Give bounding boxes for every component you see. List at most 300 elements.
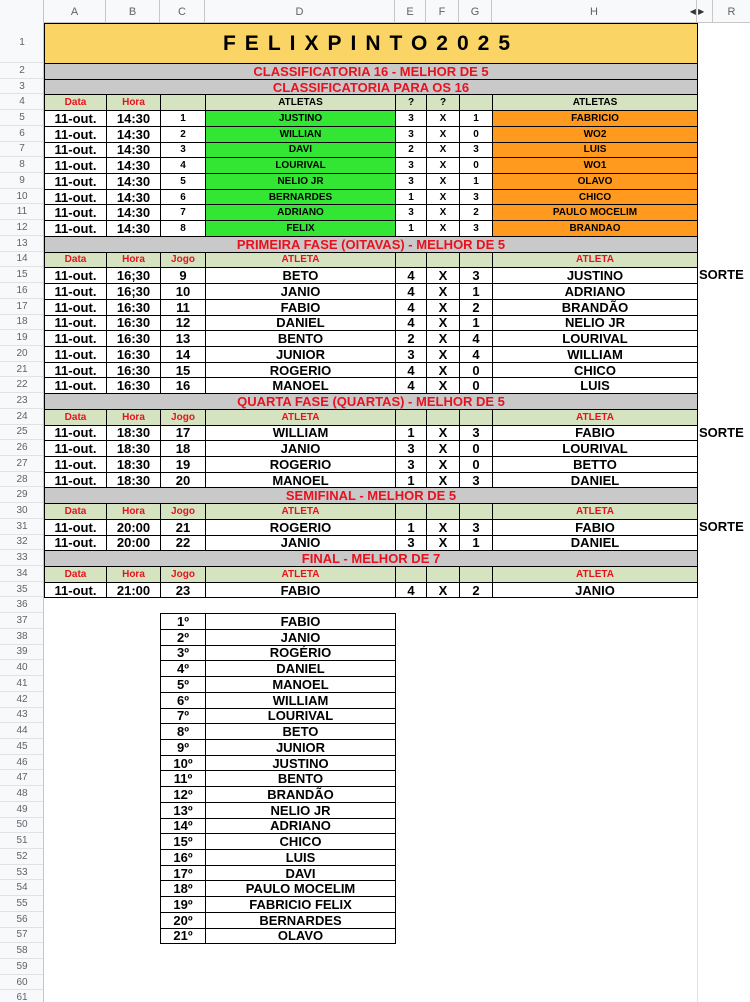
header-blank[interactable] (459, 409, 493, 426)
match-time[interactable]: 16:30 (106, 346, 161, 363)
header-hora[interactable]: Hora (106, 94, 161, 111)
header-blank[interactable] (395, 409, 427, 426)
match-date[interactable]: 11-out. (44, 346, 107, 363)
match-time[interactable]: 14:30 (106, 142, 161, 159)
match-time[interactable]: 20:00 (106, 519, 161, 536)
player-b[interactable]: BRANDÃO (492, 299, 698, 316)
ranking-position[interactable]: 14º (160, 818, 206, 835)
score-a[interactable]: 1 (395, 189, 427, 206)
header-jogo[interactable]: Jogo (160, 503, 206, 520)
player-a[interactable]: ROGERIO (205, 456, 396, 473)
row-header[interactable]: 5 (0, 110, 44, 126)
player-b[interactable]: WO2 (492, 126, 698, 143)
player-b[interactable]: JUSTINO (492, 267, 698, 284)
row-header[interactable]: 9 (0, 173, 44, 189)
match-number[interactable]: 11 (160, 299, 206, 316)
score-b[interactable]: 0 (459, 456, 493, 473)
ranking-name[interactable]: ROGÉRIO (205, 645, 396, 662)
versus-x[interactable]: X (426, 519, 460, 536)
score-a[interactable]: 2 (395, 330, 427, 347)
section-title-oitavas[interactable]: PRIMEIRA FASE (OITAVAS) - MELHOR DE 5 (44, 236, 698, 253)
score-b[interactable]: 3 (459, 220, 493, 237)
versus-x[interactable]: X (426, 456, 460, 473)
player-a[interactable]: FABIO (205, 582, 396, 599)
row-header[interactable]: 42 (0, 692, 44, 708)
player-b[interactable]: WO1 (492, 157, 698, 174)
header-atleta[interactable]: ATLETA (205, 409, 396, 426)
versus-x[interactable]: X (426, 110, 460, 127)
player-b[interactable]: FABRICIO (492, 110, 698, 127)
ranking-position[interactable]: 13º (160, 802, 206, 819)
versus-x[interactable]: X (426, 157, 460, 174)
header-blank[interactable] (459, 252, 493, 269)
score-b[interactable]: 4 (459, 330, 493, 347)
ranking-name[interactable]: OLAVO (205, 928, 396, 945)
player-a[interactable]: FELIX (205, 220, 396, 237)
player-a[interactable]: BERNARDES (205, 189, 396, 206)
row-header[interactable]: 8 (0, 157, 44, 173)
match-date[interactable]: 11-out. (44, 204, 107, 221)
row-header[interactable]: 4 (0, 94, 44, 110)
ranking-position[interactable]: 17º (160, 865, 206, 882)
match-time[interactable]: 14:30 (106, 110, 161, 127)
match-date[interactable]: 11-out. (44, 126, 107, 143)
score-a[interactable]: 4 (395, 299, 427, 316)
score-a[interactable]: 3 (395, 126, 427, 143)
match-time[interactable]: 14:30 (106, 157, 161, 174)
match-date[interactable]: 11-out. (44, 440, 107, 457)
ranking-name[interactable]: LUIS (205, 849, 396, 866)
match-time[interactable]: 14:30 (106, 189, 161, 206)
match-time[interactable]: 21:00 (106, 582, 161, 599)
row-header[interactable]: 46 (0, 755, 44, 771)
player-a[interactable]: JANIO (205, 440, 396, 457)
player-b[interactable]: DANIEL (492, 535, 698, 552)
match-date[interactable]: 11-out. (44, 267, 107, 284)
player-a[interactable]: JANIO (205, 535, 396, 552)
ranking-position[interactable]: 12º (160, 786, 206, 803)
row-header[interactable]: 10 (0, 189, 44, 205)
ranking-name[interactable]: CHICO (205, 833, 396, 850)
player-b[interactable]: LUIS (492, 377, 698, 394)
row-header[interactable]: 35 (0, 582, 44, 598)
row-header[interactable]: 22 (0, 377, 44, 393)
row-header[interactable]: 51 (0, 833, 44, 849)
header-data[interactable]: Data (44, 252, 107, 269)
section-title-semifinal[interactable]: SEMIFINAL - MELHOR DE 5 (44, 487, 698, 504)
ranking-name[interactable]: PAULO MOCELIM (205, 880, 396, 897)
versus-x[interactable]: X (426, 189, 460, 206)
column-header-c[interactable]: C (160, 0, 205, 23)
ranking-name[interactable]: MANOEL (205, 676, 396, 693)
versus-x[interactable]: X (426, 142, 460, 159)
header-blank[interactable] (395, 252, 427, 269)
versus-x[interactable]: X (426, 126, 460, 143)
column-header-h[interactable]: H (492, 0, 697, 23)
row-header[interactable]: 31 (0, 519, 44, 535)
match-number[interactable]: 12 (160, 315, 206, 332)
ranking-position[interactable]: 2º (160, 629, 206, 646)
player-b[interactable]: CHICO (492, 362, 698, 379)
versus-x[interactable]: X (426, 330, 460, 347)
header-blank[interactable] (426, 252, 460, 269)
row-header[interactable]: 18 (0, 315, 44, 331)
row-header[interactable]: 59 (0, 959, 44, 975)
score-b[interactable]: 1 (459, 110, 493, 127)
match-number[interactable]: 6 (160, 189, 206, 206)
row-header[interactable]: 44 (0, 723, 44, 739)
versus-x[interactable]: X (426, 472, 460, 489)
match-time[interactable]: 14:30 (106, 126, 161, 143)
match-date[interactable]: 11-out. (44, 157, 107, 174)
score-b[interactable]: 0 (459, 126, 493, 143)
row-header[interactable]: 47 (0, 770, 44, 786)
score-a[interactable]: 3 (395, 456, 427, 473)
row-header[interactable]: 52 (0, 849, 44, 865)
row-header[interactable]: 57 (0, 928, 44, 944)
column-header-b[interactable]: B (106, 0, 160, 23)
match-number[interactable]: 17 (160, 425, 206, 442)
header-question[interactable]: ? (395, 94, 427, 111)
score-b[interactable]: 1 (459, 173, 493, 190)
sorteio-label[interactable]: SORTE (699, 424, 744, 440)
header-data[interactable]: Data (44, 566, 107, 583)
match-date[interactable]: 11-out. (44, 582, 107, 599)
match-number[interactable]: 4 (160, 157, 206, 174)
score-b[interactable]: 0 (459, 157, 493, 174)
ranking-position[interactable]: 16º (160, 849, 206, 866)
score-b[interactable]: 1 (459, 315, 493, 332)
match-date[interactable]: 11-out. (44, 472, 107, 489)
header-jogo[interactable]: Jogo (160, 409, 206, 426)
match-time[interactable]: 14:30 (106, 220, 161, 237)
player-a[interactable]: ROGERIO (205, 362, 396, 379)
row-header[interactable]: 21 (0, 362, 44, 378)
match-time[interactable]: 16:30 (106, 362, 161, 379)
match-number[interactable]: 3 (160, 142, 206, 159)
row-header[interactable]: 33 (0, 550, 44, 566)
column-header-e[interactable]: E (395, 0, 426, 23)
score-a[interactable]: 4 (395, 315, 427, 332)
row-header[interactable]: 43 (0, 708, 44, 724)
header-blank[interactable] (426, 503, 460, 520)
player-a[interactable]: JANIO (205, 283, 396, 300)
ranking-position[interactable]: 4º (160, 660, 206, 677)
header-atleta[interactable]: ATLETA (205, 503, 396, 520)
match-time[interactable]: 16:30 (106, 377, 161, 394)
score-b[interactable]: 3 (459, 519, 493, 536)
versus-x[interactable]: X (426, 267, 460, 284)
page-title[interactable]: FELIXPINTO2025 (44, 23, 698, 64)
ranking-name[interactable]: BERNARDES (205, 912, 396, 929)
match-date[interactable]: 11-out. (44, 173, 107, 190)
player-b[interactable]: LOURIVAL (492, 440, 698, 457)
player-a[interactable]: MANOEL (205, 472, 396, 489)
versus-x[interactable]: X (426, 535, 460, 552)
row-header[interactable]: 13 (0, 236, 44, 252)
ranking-position[interactable]: 6º (160, 692, 206, 709)
row-header[interactable]: 23 (0, 393, 44, 409)
ranking-position[interactable]: 1º (160, 613, 206, 630)
match-number[interactable]: 7 (160, 204, 206, 221)
versus-x[interactable]: X (426, 346, 460, 363)
ranking-name[interactable]: JUSTINO (205, 755, 396, 772)
player-a[interactable]: WILLIAM (205, 425, 396, 442)
score-a[interactable]: 4 (395, 377, 427, 394)
match-time[interactable]: 14:30 (106, 173, 161, 190)
ranking-position[interactable]: 7º (160, 708, 206, 725)
section-title-classificatoria-16[interactable]: CLASSIFICATORIA 16 - MELHOR DE 5 (44, 63, 698, 80)
score-a[interactable]: 1 (395, 519, 427, 536)
match-date[interactable]: 11-out. (44, 283, 107, 300)
match-date[interactable]: 11-out. (44, 535, 107, 552)
ranking-name[interactable]: JANIO (205, 629, 396, 646)
score-b[interactable]: 4 (459, 346, 493, 363)
row-header[interactable]: 36 (0, 597, 44, 613)
score-b[interactable]: 1 (459, 283, 493, 300)
row-header[interactable]: 3 (0, 79, 44, 95)
versus-x[interactable]: X (426, 425, 460, 442)
match-number[interactable]: 1 (160, 110, 206, 127)
row-header[interactable]: 30 (0, 503, 44, 519)
row-header[interactable]: 2 (0, 63, 44, 79)
score-a[interactable]: 1 (395, 425, 427, 442)
row-header[interactable]: 25 (0, 425, 44, 441)
player-a[interactable]: ADRIANO (205, 204, 396, 221)
row-header[interactable]: 45 (0, 739, 44, 755)
match-time[interactable]: 16:30 (106, 299, 161, 316)
row-header[interactable]: 11 (0, 204, 44, 220)
row-header[interactable]: 28 (0, 472, 44, 488)
row-header[interactable]: 61 (0, 990, 44, 1002)
versus-x[interactable]: X (426, 299, 460, 316)
header-atletas[interactable]: ATLETAS (205, 94, 396, 111)
ranking-position[interactable]: 15º (160, 833, 206, 850)
column-header-a[interactable]: A (44, 0, 106, 23)
ranking-name[interactable]: BETO (205, 723, 396, 740)
match-number[interactable]: 21 (160, 519, 206, 536)
player-a[interactable]: BETO (205, 267, 396, 284)
row-header[interactable]: 50 (0, 818, 44, 834)
row-header[interactable]: 48 (0, 786, 44, 802)
header-blank[interactable] (426, 566, 460, 583)
ranking-position[interactable]: 18º (160, 880, 206, 897)
ranking-position[interactable]: 9º (160, 739, 206, 756)
ranking-position[interactable]: 5º (160, 676, 206, 693)
header-atleta[interactable]: ATLETA (492, 566, 698, 583)
header-data[interactable]: Data (44, 94, 107, 111)
column-header-g[interactable]: G (459, 0, 492, 23)
player-b[interactable]: LOURIVAL (492, 330, 698, 347)
versus-x[interactable]: X (426, 582, 460, 599)
score-b[interactable]: 3 (459, 267, 493, 284)
ranking-name[interactable]: FABIO (205, 613, 396, 630)
row-header[interactable]: 16 (0, 283, 44, 299)
header-atleta[interactable]: ATLETA (205, 252, 396, 269)
match-time[interactable]: 18:30 (106, 425, 161, 442)
ranking-name[interactable]: DANIEL (205, 660, 396, 677)
row-header[interactable]: 7 (0, 142, 44, 158)
ranking-name[interactable]: DAVI (205, 865, 396, 882)
match-date[interactable]: 11-out. (44, 425, 107, 442)
header-blank[interactable] (395, 503, 427, 520)
ranking-name[interactable]: NELIO JR (205, 802, 396, 819)
row-header[interactable]: 38 (0, 629, 44, 645)
player-b[interactable]: FABIO (492, 519, 698, 536)
match-date[interactable]: 11-out. (44, 377, 107, 394)
header-hora[interactable]: Hora (106, 503, 161, 520)
score-a[interactable]: 3 (395, 535, 427, 552)
ranking-name[interactable]: ADRIANO (205, 818, 396, 835)
match-date[interactable]: 11-out. (44, 330, 107, 347)
score-b[interactable]: 3 (459, 472, 493, 489)
row-header[interactable]: 56 (0, 912, 44, 928)
match-date[interactable]: 11-out. (44, 110, 107, 127)
match-number[interactable]: 8 (160, 220, 206, 237)
header-atleta[interactable]: ATLETA (492, 252, 698, 269)
player-a[interactable]: DANIEL (205, 315, 396, 332)
player-a[interactable]: NELIO JR (205, 173, 396, 190)
player-b[interactable]: LUIS (492, 142, 698, 159)
player-b[interactable]: BRANDAO (492, 220, 698, 237)
versus-x[interactable]: X (426, 204, 460, 221)
score-a[interactable]: 3 (395, 204, 427, 221)
score-a[interactable]: 4 (395, 582, 427, 599)
match-number[interactable]: 2 (160, 126, 206, 143)
column-header-r[interactable]: R (712, 0, 750, 23)
score-b[interactable]: 3 (459, 189, 493, 206)
ranking-name[interactable]: JUNIOR (205, 739, 396, 756)
match-number[interactable]: 13 (160, 330, 206, 347)
match-number[interactable]: 9 (160, 267, 206, 284)
row-header[interactable]: 60 (0, 975, 44, 991)
header-jogo[interactable]: Jogo (160, 566, 206, 583)
score-a[interactable]: 1 (395, 472, 427, 489)
row-header[interactable]: 39 (0, 645, 44, 661)
ranking-position[interactable]: 3º (160, 645, 206, 662)
row-header[interactable]: 55 (0, 896, 44, 912)
player-a[interactable]: ROGERIO (205, 519, 396, 536)
versus-x[interactable]: X (426, 173, 460, 190)
header-blank[interactable] (426, 409, 460, 426)
score-a[interactable]: 3 (395, 346, 427, 363)
ranking-name[interactable]: LOURIVAL (205, 708, 396, 725)
match-number[interactable]: 18 (160, 440, 206, 457)
match-date[interactable]: 11-out. (44, 315, 107, 332)
player-a[interactable]: MANOEL (205, 377, 396, 394)
score-a[interactable]: 1 (395, 220, 427, 237)
player-b[interactable]: WILLIAM (492, 346, 698, 363)
ranking-name[interactable]: BENTO (205, 770, 396, 787)
score-b[interactable]: 0 (459, 377, 493, 394)
match-time[interactable]: 18:30 (106, 472, 161, 489)
ranking-position[interactable]: 11º (160, 770, 206, 787)
ranking-position[interactable]: 10º (160, 755, 206, 772)
header-blank[interactable] (395, 566, 427, 583)
score-b[interactable]: 3 (459, 425, 493, 442)
player-b[interactable]: OLAVO (492, 173, 698, 190)
ranking-position[interactable]: 20º (160, 912, 206, 929)
versus-x[interactable]: X (426, 440, 460, 457)
column-header-f[interactable]: F (426, 0, 459, 23)
score-b[interactable]: 0 (459, 362, 493, 379)
row-header[interactable]: 32 (0, 535, 44, 551)
row-header[interactable]: 1 (0, 23, 44, 63)
score-a[interactable]: 4 (395, 267, 427, 284)
match-time[interactable]: 16;30 (106, 267, 161, 284)
player-b[interactable]: NELIO JR (492, 315, 698, 332)
ranking-name[interactable]: BRANDÃO (205, 786, 396, 803)
score-a[interactable]: 3 (395, 173, 427, 190)
row-header[interactable]: 14 (0, 252, 44, 268)
versus-x[interactable]: X (426, 283, 460, 300)
player-a[interactable]: LOURIVAL (205, 157, 396, 174)
section-title-classificatoria-para-os-16[interactable]: CLASSIFICATORIA PARA OS 16 (44, 79, 698, 96)
header-hora[interactable]: Hora (106, 252, 161, 269)
row-header[interactable]: 41 (0, 676, 44, 692)
match-time[interactable]: 18:30 (106, 456, 161, 473)
match-number[interactable]: 5 (160, 173, 206, 190)
match-time[interactable]: 16:30 (106, 315, 161, 332)
score-b[interactable]: 3 (459, 142, 493, 159)
player-a[interactable]: BENTO (205, 330, 396, 347)
player-b[interactable]: ADRIANO (492, 283, 698, 300)
row-header[interactable]: 49 (0, 802, 44, 818)
match-date[interactable]: 11-out. (44, 220, 107, 237)
score-b[interactable]: 1 (459, 535, 493, 552)
match-number[interactable]: 14 (160, 346, 206, 363)
row-header[interactable]: 17 (0, 299, 44, 315)
header-atleta[interactable]: ATLETA (492, 503, 698, 520)
score-a[interactable]: 3 (395, 157, 427, 174)
row-header[interactable]: 6 (0, 126, 44, 142)
player-b[interactable]: BETTO (492, 456, 698, 473)
row-header[interactable]: 19 (0, 330, 44, 346)
ranking-position[interactable]: 19º (160, 896, 206, 913)
player-b[interactable]: JANIO (492, 582, 698, 599)
row-header[interactable]: 24 (0, 409, 44, 425)
score-a[interactable]: 3 (395, 440, 427, 457)
player-a[interactable]: JUNIOR (205, 346, 396, 363)
row-header[interactable]: 20 (0, 346, 44, 362)
score-a[interactable]: 4 (395, 362, 427, 379)
ranking-position[interactable]: 21º (160, 928, 206, 945)
match-number[interactable]: 23 (160, 582, 206, 599)
score-b[interactable]: 0 (459, 440, 493, 457)
row-header[interactable]: 12 (0, 220, 44, 236)
section-title-quartas[interactable]: QUARTA FASE (QUARTAS) - MELHOR DE 5 (44, 393, 698, 410)
match-date[interactable]: 11-out. (44, 362, 107, 379)
match-number[interactable]: 22 (160, 535, 206, 552)
match-date[interactable]: 11-out. (44, 456, 107, 473)
player-a[interactable]: FABIO (205, 299, 396, 316)
header-atleta[interactable]: ATLETA (492, 409, 698, 426)
match-date[interactable]: 11-out. (44, 519, 107, 536)
row-header[interactable]: 27 (0, 456, 44, 472)
match-number[interactable]: 10 (160, 283, 206, 300)
match-date[interactable]: 11-out. (44, 189, 107, 206)
row-header[interactable]: 29 (0, 487, 44, 503)
versus-x[interactable]: X (426, 377, 460, 394)
versus-x[interactable]: X (426, 315, 460, 332)
row-header[interactable]: 37 (0, 613, 44, 629)
section-title-final[interactable]: FINAL - MELHOR DE 7 (44, 550, 698, 567)
match-time[interactable]: 14:30 (106, 204, 161, 221)
player-b[interactable]: FABIO (492, 425, 698, 442)
header-atleta[interactable]: ATLETA (205, 566, 396, 583)
player-a[interactable]: WILLIAN (205, 126, 396, 143)
score-a[interactable]: 4 (395, 283, 427, 300)
